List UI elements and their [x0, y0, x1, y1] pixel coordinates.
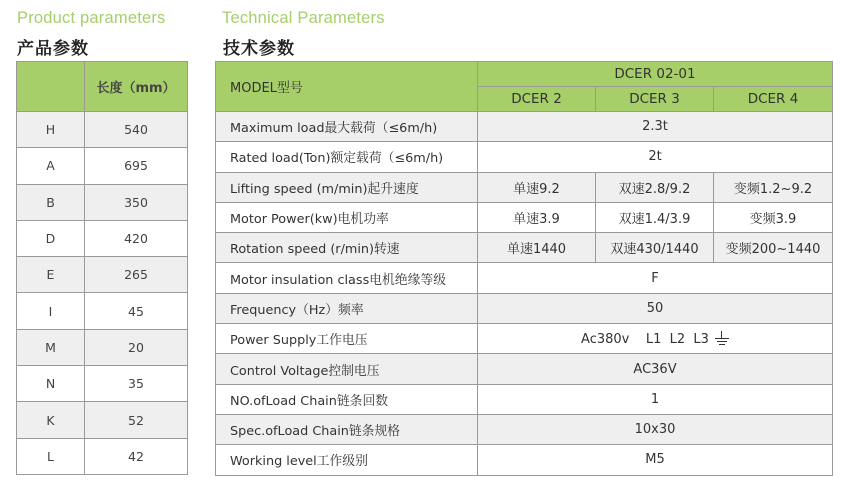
- tech-param-value: 变频3.9: [714, 202, 833, 232]
- product-key-header: [17, 62, 85, 112]
- product-param-value: 45: [85, 293, 188, 329]
- model-header-dcer2: DCER 2: [478, 87, 596, 112]
- table-row: [216, 172, 833, 202]
- tech-param-label: Motor insulation class电机绝缘等级: [216, 263, 478, 293]
- tech-param-value: 变频200~1440: [714, 233, 833, 263]
- table-row: [216, 445, 833, 475]
- tech-param-label: NO.ofLoad Chain链条回数: [216, 384, 478, 414]
- product-param-value: 42: [85, 438, 188, 474]
- table-row: [17, 329, 188, 365]
- table-row: [17, 438, 188, 474]
- tech-param-value-text: Ac380v L1 L2 L3: [581, 331, 709, 347]
- model-series-header: DCER 02-01: [478, 62, 833, 87]
- tech-param-label: Control Voltage控制电压: [216, 354, 478, 384]
- table-row: [216, 324, 833, 354]
- tech-param-value-text: M5: [645, 452, 665, 468]
- technical-heading-cn: 技术参数: [223, 39, 295, 59]
- table-row: [17, 402, 188, 438]
- product-param-key: I: [17, 293, 85, 329]
- tech-param-value-text: 1: [650, 391, 660, 407]
- table-row: [17, 220, 188, 256]
- tech-param-value: [478, 414, 833, 444]
- tech-param-value: [478, 384, 833, 414]
- tech-param-value: [478, 263, 833, 293]
- tech-param-value-text: AC36V: [633, 361, 677, 377]
- product-param-value: 695: [85, 148, 188, 184]
- tech-param-value: [478, 142, 833, 172]
- table-row: [216, 384, 833, 414]
- table-row: [216, 263, 833, 293]
- table-row: [17, 112, 188, 148]
- tech-param-value: [478, 354, 833, 384]
- tech-param-label: Lifting speed (m/min)起升速度: [216, 172, 478, 202]
- product-heading-cn: 产品参数: [17, 39, 89, 59]
- product-param-key: D: [17, 220, 85, 256]
- table-row: [216, 202, 833, 232]
- product-param-key: L: [17, 438, 85, 474]
- product-param-value: 540: [85, 112, 188, 148]
- tech-param-label: Maximum load最大载荷（≤6m/h): [216, 112, 478, 142]
- tech-param-value: [478, 112, 833, 142]
- model-label-header: MODEL型号: [216, 62, 478, 112]
- product-param-value: 420: [85, 220, 188, 256]
- tech-param-value: 双速2.8/9.2: [596, 172, 714, 202]
- tech-param-value: [478, 324, 833, 354]
- tech-param-value-text: 2t: [648, 149, 662, 165]
- product-heading-en: Product parameters: [17, 9, 166, 27]
- tech-param-value: 单速9.2: [478, 172, 596, 202]
- product-param-value: 35: [85, 366, 188, 402]
- product-param-key: H: [17, 112, 85, 148]
- table-row: [216, 142, 833, 172]
- product-param-key: A: [17, 148, 85, 184]
- product-param-key: E: [17, 257, 85, 293]
- tech-param-label: Frequency（Hz）频率: [216, 293, 478, 323]
- technical-parameters-table: [215, 61, 833, 476]
- tech-param-label: Motor Power(kw)电机功率: [216, 202, 478, 232]
- product-param-key: M: [17, 329, 85, 365]
- tech-param-value: 双速1.4/3.9: [596, 202, 714, 232]
- tech-param-value-text: 50: [646, 300, 664, 316]
- model-header-dcer4: DCER 4: [714, 87, 833, 112]
- table-row: [216, 414, 833, 444]
- table-row: [216, 112, 833, 142]
- tech-param-label: Rotation speed (r/min)转速: [216, 233, 478, 263]
- table-row: [216, 293, 833, 323]
- product-param-key: N: [17, 366, 85, 402]
- table-row: [17, 293, 188, 329]
- tech-param-value-text: F: [651, 270, 659, 286]
- table-row: [216, 233, 833, 263]
- tech-param-label: Rated load(Ton)额定载荷（≤6m/h): [216, 142, 478, 172]
- table-row: [216, 354, 833, 384]
- tech-param-value-text: 2.3t: [642, 119, 668, 135]
- table-row: [17, 257, 188, 293]
- tech-param-label: Working level工作级别: [216, 445, 478, 475]
- table-row: [17, 184, 188, 220]
- tech-param-value: 单速3.9: [478, 202, 596, 232]
- product-length-header: 长度（mm）: [85, 62, 188, 112]
- tech-param-value: 双速430/1440: [596, 233, 714, 263]
- model-header-dcer3: DCER 3: [596, 87, 714, 112]
- technical-heading-en: Technical Parameters: [222, 9, 385, 27]
- product-param-value: 20: [85, 329, 188, 365]
- table-row: [17, 148, 188, 184]
- product-param-key: B: [17, 184, 85, 220]
- tech-param-label: Spec.ofLoad Chain链条规格: [216, 414, 478, 444]
- ground-icon: [715, 331, 729, 345]
- tech-param-value: [478, 293, 833, 323]
- tech-param-value: 单速1440: [478, 233, 596, 263]
- tech-param-label: Power Supply工作电压: [216, 324, 478, 354]
- product-param-value: 265: [85, 257, 188, 293]
- product-param-value: 52: [85, 402, 188, 438]
- table-row: [17, 366, 188, 402]
- product-param-value: 350: [85, 184, 188, 220]
- tech-param-value: 变频1.2~9.2: [714, 172, 833, 202]
- tech-param-value: [478, 445, 833, 475]
- product-param-key: K: [17, 402, 85, 438]
- tech-param-value-text: 10x30: [634, 422, 676, 438]
- product-parameters-table: [16, 61, 188, 475]
